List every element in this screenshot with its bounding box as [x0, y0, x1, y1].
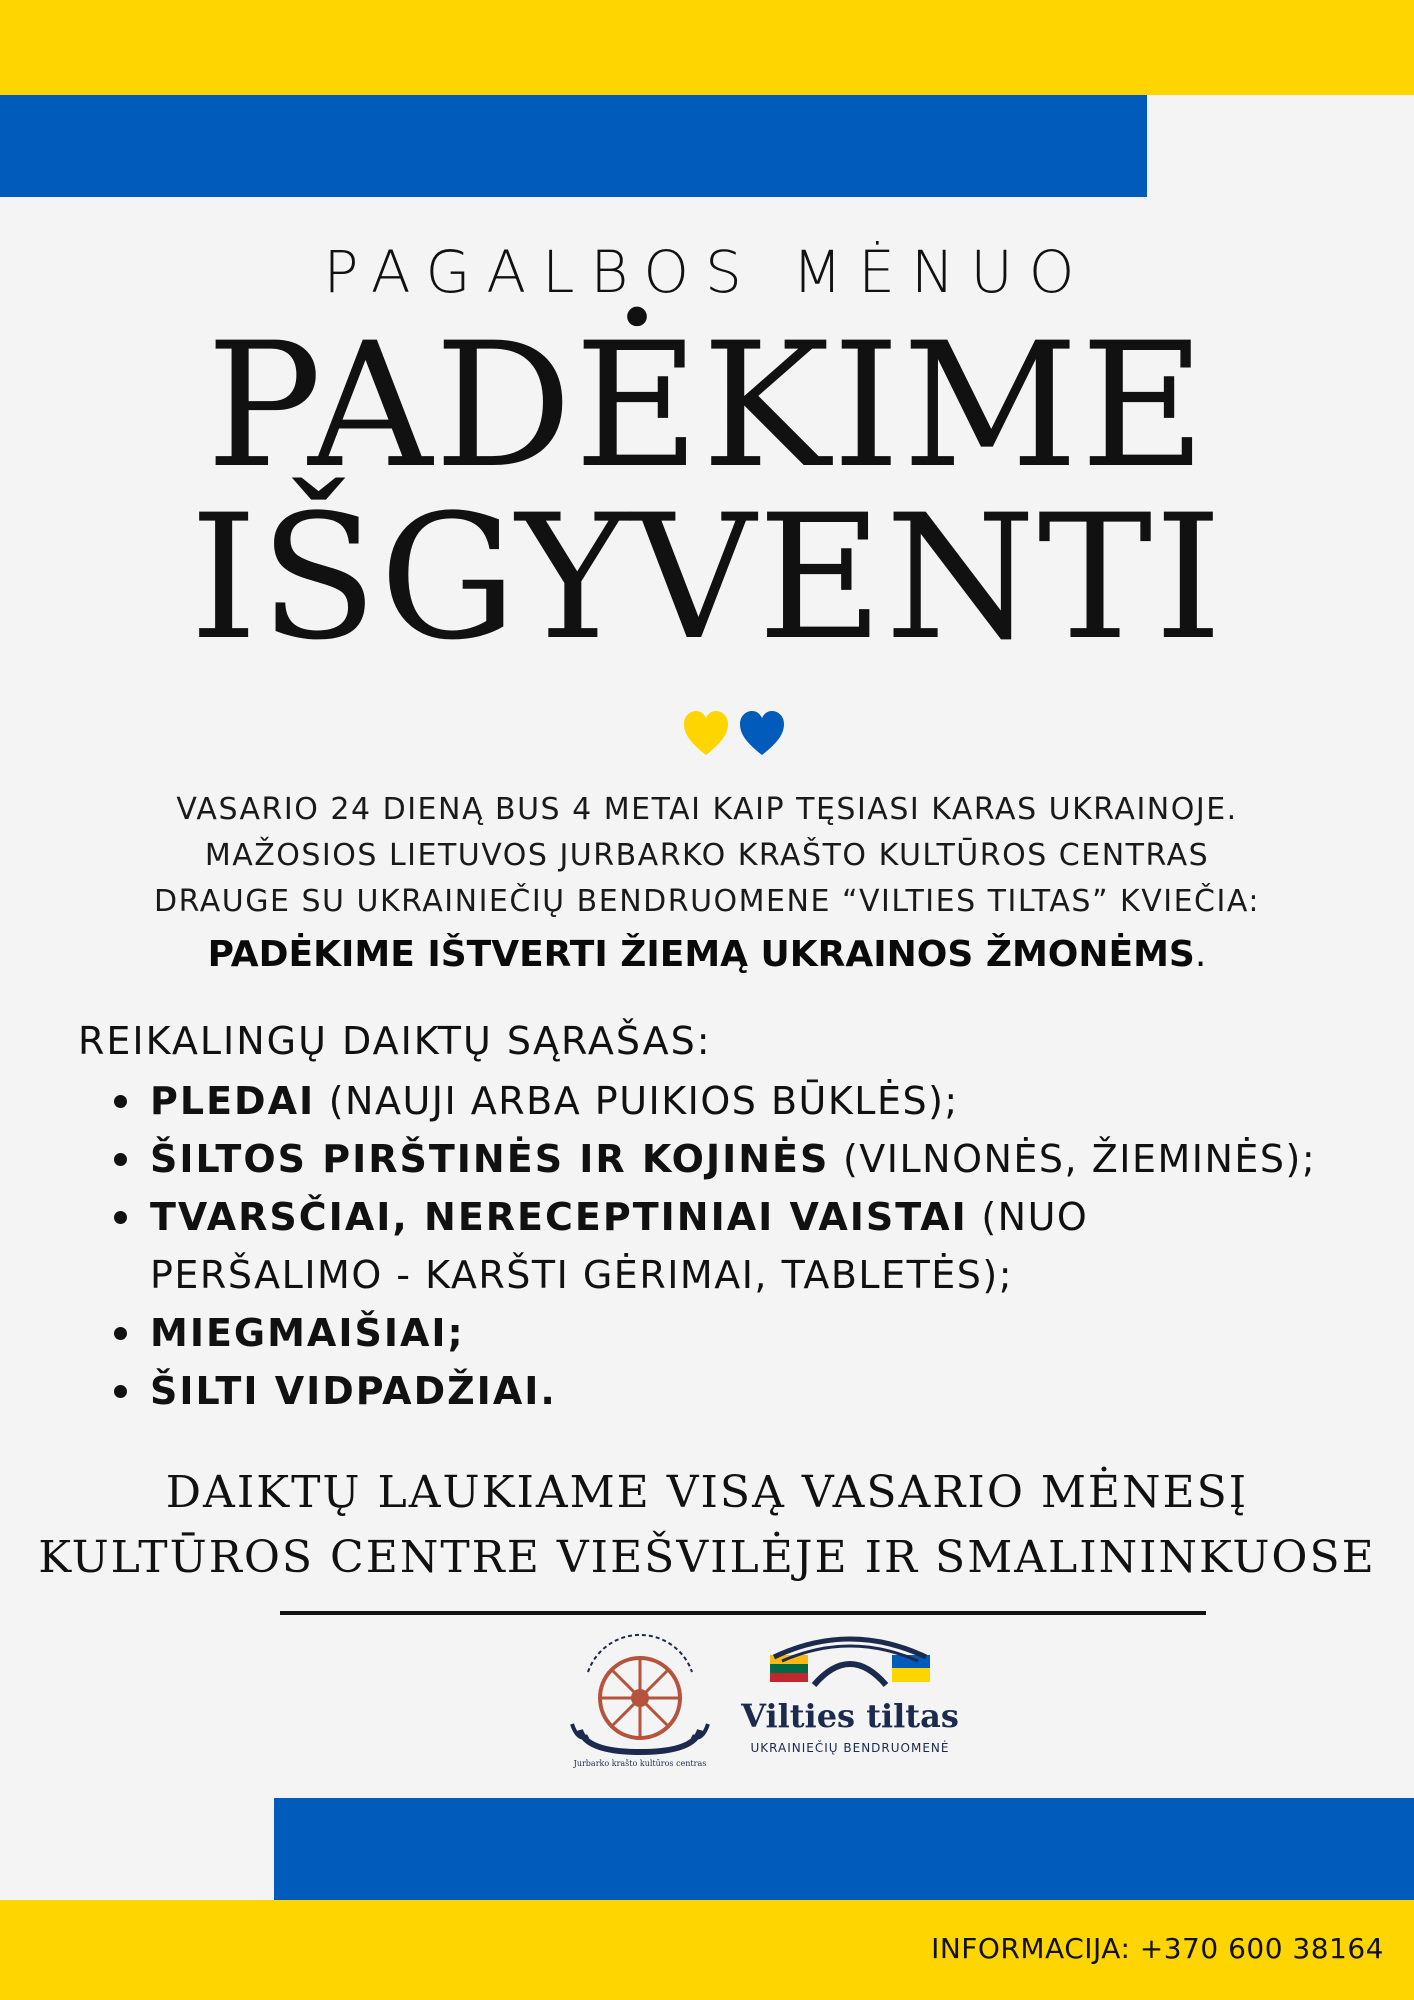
culture-centre-logo	[566, 1632, 714, 1770]
culture-centre-emblem-icon	[572, 1635, 708, 1752]
item-name: PLEDAI	[150, 1079, 316, 1123]
headline-line1: PADĖKIME	[206, 305, 1208, 506]
list-item	[110, 1130, 1410, 1188]
list-heading: REIKALINGŲ DAIKTŲ SĄRAŠAS:	[78, 1019, 712, 1063]
closing-line2: KULTŪROS CENTRE VIEŠVILĖJE IR SMALININKUOSE	[38, 1532, 1376, 1583]
divider-line	[280, 1611, 1206, 1615]
item-name: MIEGMAIŠIAI;	[150, 1311, 465, 1355]
list-item	[110, 1362, 1410, 1420]
closing-line1: DAIKTŲ LAUKIAME VISĄ VASARIO MĖNESĮ	[165, 1467, 1249, 1518]
list-item	[110, 1188, 1150, 1304]
culture-centre-caption: Jurbarko krašto kultūros centras	[573, 1759, 707, 1768]
headline-line2: IŠGYVENTI	[189, 477, 1225, 678]
intro-line3: DRAUGE SU UKRAINIEČIŲ BENDRUOMENE “VILTIES TILTAS” KVIEČIA:	[154, 884, 1260, 919]
item-name: ŠILTI VIDPADŽIAI.	[150, 1369, 557, 1413]
item-detail: (NUO PERŠALIMO - KARŠTI GĖRIMAI, TABLETĖS);	[150, 1195, 1089, 1297]
items-list	[110, 1072, 1410, 1420]
bottom-blue-band	[274, 1798, 1414, 1900]
call-to-action-period: .	[1194, 934, 1207, 975]
list-item	[110, 1304, 1410, 1362]
bridge-icon	[770, 1635, 930, 1687]
vilties-tiltas-title: Vilties tiltas	[741, 1697, 959, 1735]
contact-info: INFORMACIJA: +370 600 38164	[931, 1932, 1384, 1965]
blue-heart-icon	[740, 711, 784, 755]
item-name: ŠILTOS PIRŠTINĖS IR KOJINĖS	[150, 1137, 830, 1181]
top-blue-band	[0, 95, 1147, 197]
yellow-heart-icon	[684, 711, 728, 755]
item-detail: (NAUJI ARBA PUIKIOS BŪKLĖS);	[315, 1079, 959, 1123]
intro-line2: MAŽOSIOS LIETUVOS JURBARKO KRAŠTO KULTŪROS CENTRAS	[204, 838, 1210, 873]
intro-line1: VASARIO 24 DIENĄ BUS 4 METAI KAIP TĘSIASI KARAS UKRAINOJE.	[176, 792, 1238, 827]
item-detail: (VILNONĖS, ŽIEMINĖS);	[829, 1137, 1317, 1181]
vilties-tiltas-logo	[740, 1635, 960, 1760]
call-to-action-text: PADĖKIME IŠTVERTI ŽIEMĄ UKRAINOS ŽMONĖMS	[207, 934, 1195, 975]
hearts-group	[684, 711, 794, 757]
list-item	[110, 1072, 1410, 1130]
intro-call-to-action	[0, 934, 1414, 975]
vilties-tiltas-subtitle: UKRAINIEČIŲ BENDRUOMENĖ	[750, 1741, 950, 1755]
top-yellow-band	[0, 0, 1414, 95]
item-name: TVARSČIAI, NERECEPTINIAI VAISTAI	[150, 1195, 968, 1239]
kicker-text: PAGALBOS MĖNUO	[323, 238, 1091, 306]
